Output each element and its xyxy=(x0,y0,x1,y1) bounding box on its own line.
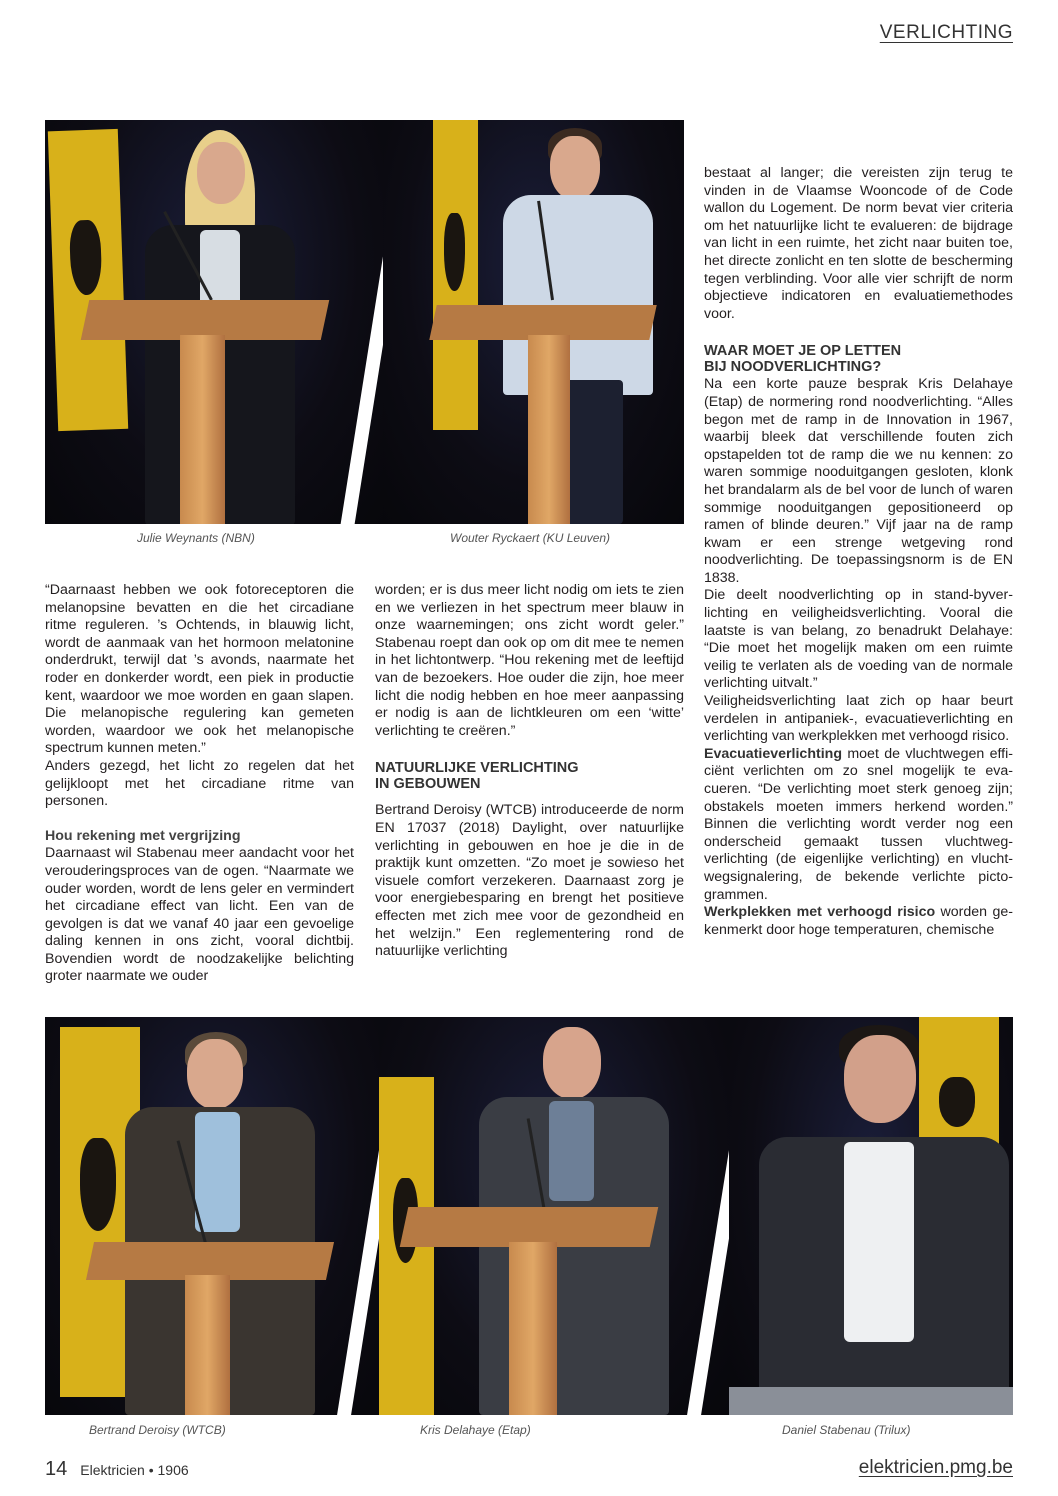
paragraph: Evacuatieverlichting moet de vluchtwegen efficiënt verlichten om zo snel mogelijk te evacueren. “De verlichting moet sterk genoeg zijn; obstakels moeten immers herkend worden.” Binnen die verlichting wordt verder nog een onderscheid gemaakt tussen vluchtwegverlichting (de eigenlijke verlichting) en vluchtwegsignalering, de bekende verlichte pictogrammen. xyxy=(704,745,1013,903)
column-2 xyxy=(375,582,684,961)
section-tag: VERLICHTING xyxy=(879,22,1013,43)
photo-daniel-stabenau xyxy=(729,1017,1013,1415)
bottom-photo-strip xyxy=(45,1017,1013,1415)
podium xyxy=(81,300,330,340)
paragraph: Na een korte pauze besprak Kris Delahaye (Etap) de normering rond noodverlichting. “Alles begon met de ramp in de Innovation in 1967, waarbij bleek dat verschillende fouten zich opstapelden tot de ramp die we nu kennen: zo waren sommige nooduitgangen gesloten, klonk het brandalarm als de bel voor de lunch of waren sommige nooduitgangen gepositioneerd op ramen of blinde deuren.” Vijf jaar na de ramp kwam er een strenge wetgeving rond noodverlichting. De toepassingsnorm is de EN 1838. xyxy=(704,376,1013,586)
footer-left xyxy=(45,1458,189,1481)
column-3 xyxy=(704,165,1013,939)
paragraph: Veiligheidsverlichting laat zich op haar beurt verdelen in antipaniek-, evacuatieverlichting en verlichting van werkplekken met verhoogd risico. xyxy=(704,693,1013,745)
photo-kris-delahaye xyxy=(379,1017,729,1415)
photo-bertrand-deroisy xyxy=(45,1017,385,1415)
paragraph: “Daarnaast hebben we ook fotoreceptoren die melanopsine bevatten en die het circadiane ritme reguleren. ’s Ochtends, in blauwig licht, wordt de aanmaak van het hormoon melatonine onderdrukt, terwijl dat ’s avonds, naarmate het roder en donkerder wordt, een piek in productie kent, waardoor we moe worden en gaan slapen. Die melanopische regulering kan gemeten worden, waardoor we ook het melanopische spectrum kunnen meten.” xyxy=(45,582,354,757)
caption-wouter-ryckaert: Wouter Ryckaert (KU Leuven) xyxy=(450,531,611,545)
magazine-issue: Elektricien • 1906 xyxy=(80,1462,189,1478)
caption-julie-weynants: Julie Weynants (NBN) xyxy=(137,531,255,545)
photo-wouter-ryckaert xyxy=(383,120,684,524)
paragraph: Werkplekken met verhoogd risico worden gekenmerkt door hoge temperaturen, chemische xyxy=(704,904,1013,938)
paragraph: worden; er is dus meer licht nodig om iets te zien en we verliezen in het spectrum meer blauw in onze waarnemingen; ons zicht wordt geler.” Stabenau roept dan ook op om dit mee te nemen in het lichtontwerp. “Hou rekening met de leeftijd van de bezoekers. Hoe ouder die zijn, hoe meer licht die nodig hebben en hoe meer aanpassing er nodig is aan de lichtkleuren om een ‘witte’ verlichting te creëren.” xyxy=(375,582,684,739)
podium xyxy=(729,1387,1013,1415)
photo-julie-weynants xyxy=(45,120,385,524)
paragraph: Anders gezegd, het licht zo regelen dat het gelijkloopt met het circadiane ritme van personen. xyxy=(45,757,354,810)
column-1 xyxy=(45,582,354,986)
subheading-vergrijzing: Hou rekening met vergrijzing xyxy=(45,827,241,844)
page-number: 14 xyxy=(45,1458,68,1480)
speaker-figure xyxy=(739,1017,1013,1415)
paragraph: Daarnaast wil Stabenau meer aandacht voor het verouderingsproces van de ogen. “Naarmate we ouder worden, wordt de lens geler en vermindert het circadiane effect van licht. Een van de gevolgen is dat we vanaf 40 jaar een gevoelige daling kennen in ons zicht, vooral dichtbij. Bovendien wordt de noodzakelijke belichting groter naarmate we ouder xyxy=(45,845,354,985)
heading-natuurlijke-verlichting: NATUURLIJKE VERLICHTING IN GEBOUWEN xyxy=(375,760,579,793)
caption-kris-delahaye: Kris Delahaye (Etap) xyxy=(420,1423,531,1437)
paragraph: bestaat al langer; die vereisten zijn terug te vinden in de Vlaamse Wooncode of de Code wallon du Logement. De norm bevat vier criteria om het natuurlijke licht te evalueren: de bijdrage van licht in een ruimte, het zicht naar buiten toe, het directe zonlicht en ten slotte de bescherming tegen verblinding. Voor alle vier schrijft de norm objectieve indicatoren en evaluatiemethodes voor. xyxy=(704,165,1013,322)
website-link[interactable]: elektricien.pmg.be xyxy=(858,1457,1013,1478)
podium xyxy=(400,1207,659,1247)
heading-noodverlichting: WAAR MOET JE OP LETTEN BIJ NOODVERLICHTING? xyxy=(704,343,902,376)
paragraph: Bertrand Deroisy (WTCB) introduceerde de norm EN 17037 (2018) Daylight, over natuurlijke verlichting in gebouwen en hoe je die in de praktijk kunt omzetten. “Zo moet je sowieso het visuele comfort verzekeren. Daarnaast zorg je voor energiebesparing en brengt het positieve effecten met zich mee voor de gezondheid en het welzijn.” Een reglementering rond de natuurlijke verlichting xyxy=(375,802,684,960)
paragraph: Die deelt noodverlichting op in stand-byverlichting en veiligheidsverlichting. Vooral die laatste is van belang, zo benadrukt Delahaye: “Die moet het mogelijk maken om een ruimte veilig te verlaten als de voeding van de normale verlichting uitvalt.” xyxy=(704,587,1013,692)
caption-daniel-stabenau: Daniel Stabenau (Trilux) xyxy=(782,1423,911,1437)
caption-bertrand-deroisy: Bertrand Deroisy (WTCB) xyxy=(89,1423,226,1437)
top-photo-strip xyxy=(45,120,684,524)
